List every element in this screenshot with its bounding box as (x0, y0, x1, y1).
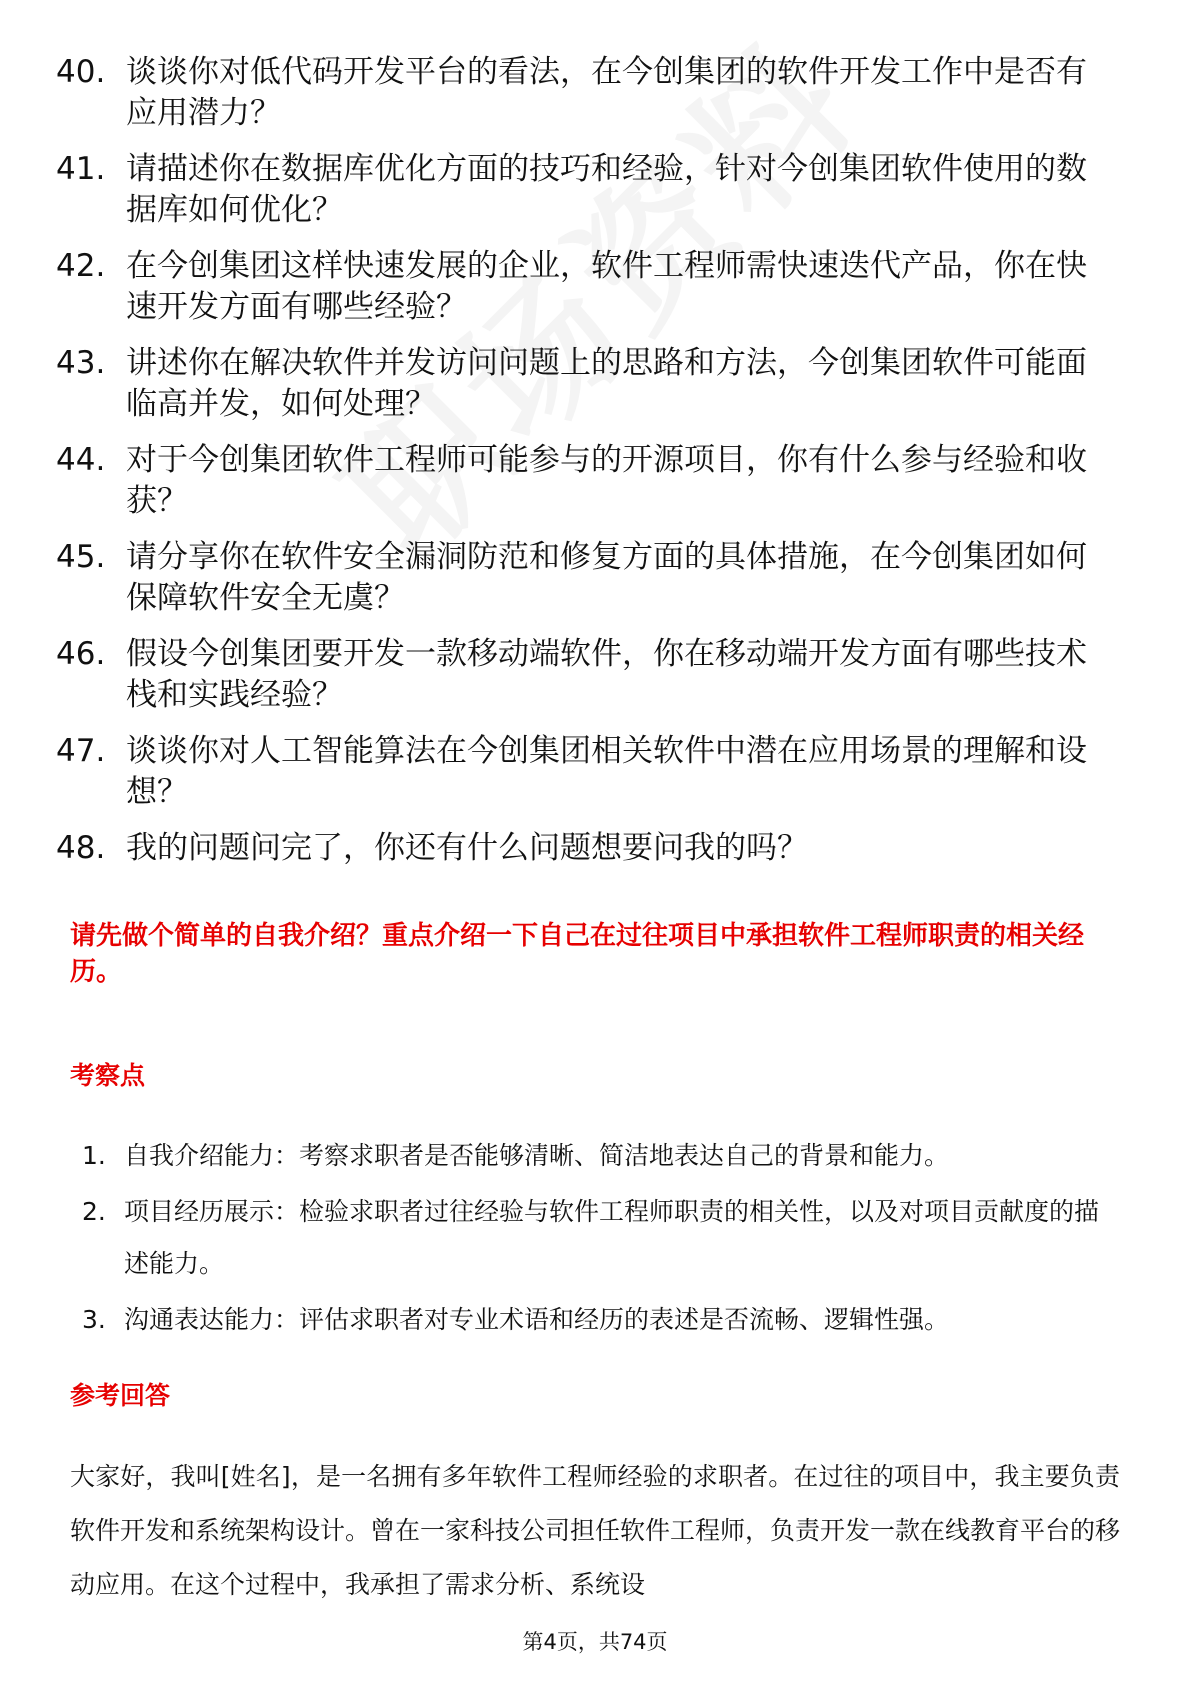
item-number: 40. (56, 54, 106, 90)
item-text: 假设今创集团要开发一款移动端软件，你在移动端开发方面有哪些技术栈和实践经验？ (126, 636, 1087, 713)
answer-paragraph: 大家好，我叫[姓名]，是一名拥有多年软件工程师经验的求职者。在过往的项目中，我主要负责软件开发和系统架构设计。曾在一家科技公司担任软件工程师，负责开发一款在线教育平台的移动应用。在这个过程中，我承担了需求分析、系统设 (70, 1462, 1121, 1599)
section-title: 请先做个简单的自我介绍？重点介绍一下自己在过往项目中承担软件工程师职责的相关经历。 (70, 921, 1085, 987)
list-item (56, 149, 1116, 231)
page-footer: 第4页，共74页 (522, 1630, 668, 1654)
list-item (56, 731, 1116, 813)
item-number: 48. (56, 830, 106, 866)
list-item (56, 246, 1116, 328)
list-item (82, 1186, 1122, 1290)
item-text: 讲述你在解决软件并发访问问题上的思路和方法，今创集团软件可能面临高并发，如何处理？ (126, 345, 1087, 422)
item-number: 45. (56, 539, 106, 575)
list-item (56, 343, 1116, 425)
item-text: 沟通表达能力：评估求职者对专业术语和经历的表述是否流畅、逻辑性强。 (124, 1305, 950, 1334)
list-item (56, 537, 1116, 619)
list-item (56, 828, 1116, 869)
list-item (82, 1130, 1122, 1182)
item-number: 42. (56, 248, 106, 284)
list-item (56, 440, 1116, 522)
item-number: 3. (82, 1305, 106, 1334)
item-text: 自我介绍能力：考察求职者是否能够清晰、简洁地表达自己的背景和能力。 (124, 1141, 950, 1170)
item-number: 46. (56, 636, 106, 672)
item-number: 43. (56, 345, 106, 381)
points-label: 考察点 (70, 1061, 146, 1090)
item-number: 2. (82, 1197, 106, 1226)
answer-label: 参考回答 (70, 1381, 171, 1410)
item-text: 请分享你在软件安全漏洞防范和修复方面的具体措施，在今创集团如何保障软件安全无虞？ (126, 539, 1087, 616)
item-text: 谈谈你对低代码开发平台的看法，在今创集团的软件开发工作中是否有应用潜力？ (126, 54, 1087, 131)
item-number: 47. (56, 733, 106, 769)
item-number: 1. (82, 1141, 106, 1170)
list-item (82, 1294, 1122, 1346)
item-text: 请描述你在数据库优化方面的技巧和经验，针对今创集团软件使用的数据库如何优化？ (126, 151, 1087, 228)
list-item (56, 634, 1116, 716)
points-list (82, 1130, 1122, 1350)
item-text: 谈谈你对人工智能算法在今创集团相关软件中潜在应用场景的理解和设想？ (126, 733, 1087, 810)
item-text: 对于今创集团软件工程师可能参与的开源项目，你有什么参与经验和收获？ (126, 442, 1087, 519)
item-text: 在今创集团这样快速发展的企业，软件工程师需快速迭代产品，你在快速开发方面有哪些经验？ (126, 248, 1087, 325)
list-item (56, 52, 1116, 134)
question-list (56, 52, 1116, 884)
item-number: 41. (56, 151, 106, 187)
item-text: 项目经历展示：检验求职者过往经验与软件工程师职责的相关性，以及对项目贡献度的描述能力。 (124, 1197, 1100, 1278)
item-number: 44. (56, 442, 106, 478)
item-text: 我的问题问完了，你还有什么问题想要问我的吗？ (126, 830, 808, 866)
